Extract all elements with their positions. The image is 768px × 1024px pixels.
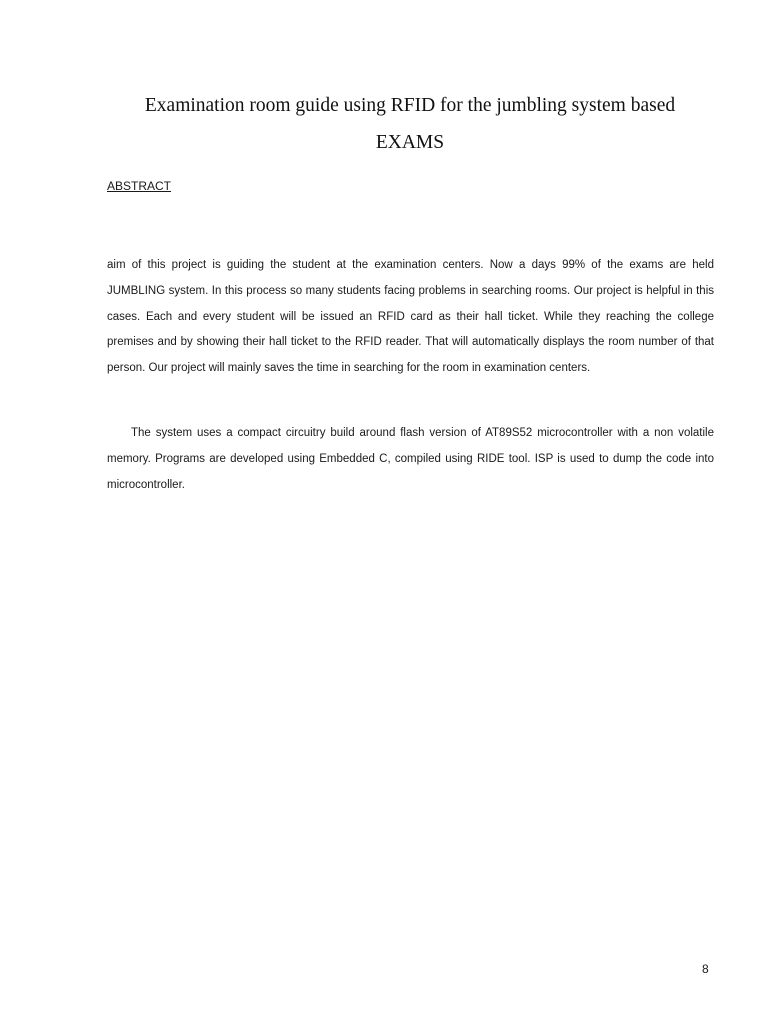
abstract-paragraph: The system uses a compact circuitry build around flash version of AT89S52 microcontroller with a non volatile memory. Programs are developed using Embedded C, compiled using RIDE tool. ISP is used to dump the code into microcontroller.	[107, 427, 714, 491]
page-number: 8	[702, 962, 709, 976]
document-title-continuation: EXAMS	[375, 132, 445, 153]
document-title: Examination room guide using RFID for the jumbling system based	[144, 95, 676, 116]
section-heading-abstract: ABSTRACT	[107, 179, 172, 193]
abstract-paragraph: aim of this project is guiding the student at the examination centers. Now a days 99% of the exams are held JUMBLING system. In this process so many students facing problems in searching rooms. Our project is helpful in this cases. Each and every student will be issued an RFID card as their hall ticket. While they reaching the college premises and by showing their hall ticket to the RFID reader. That will automatically displays the room number of that person. Our project will mainly saves the time in searching for the room in examination centers.	[107, 259, 714, 375]
